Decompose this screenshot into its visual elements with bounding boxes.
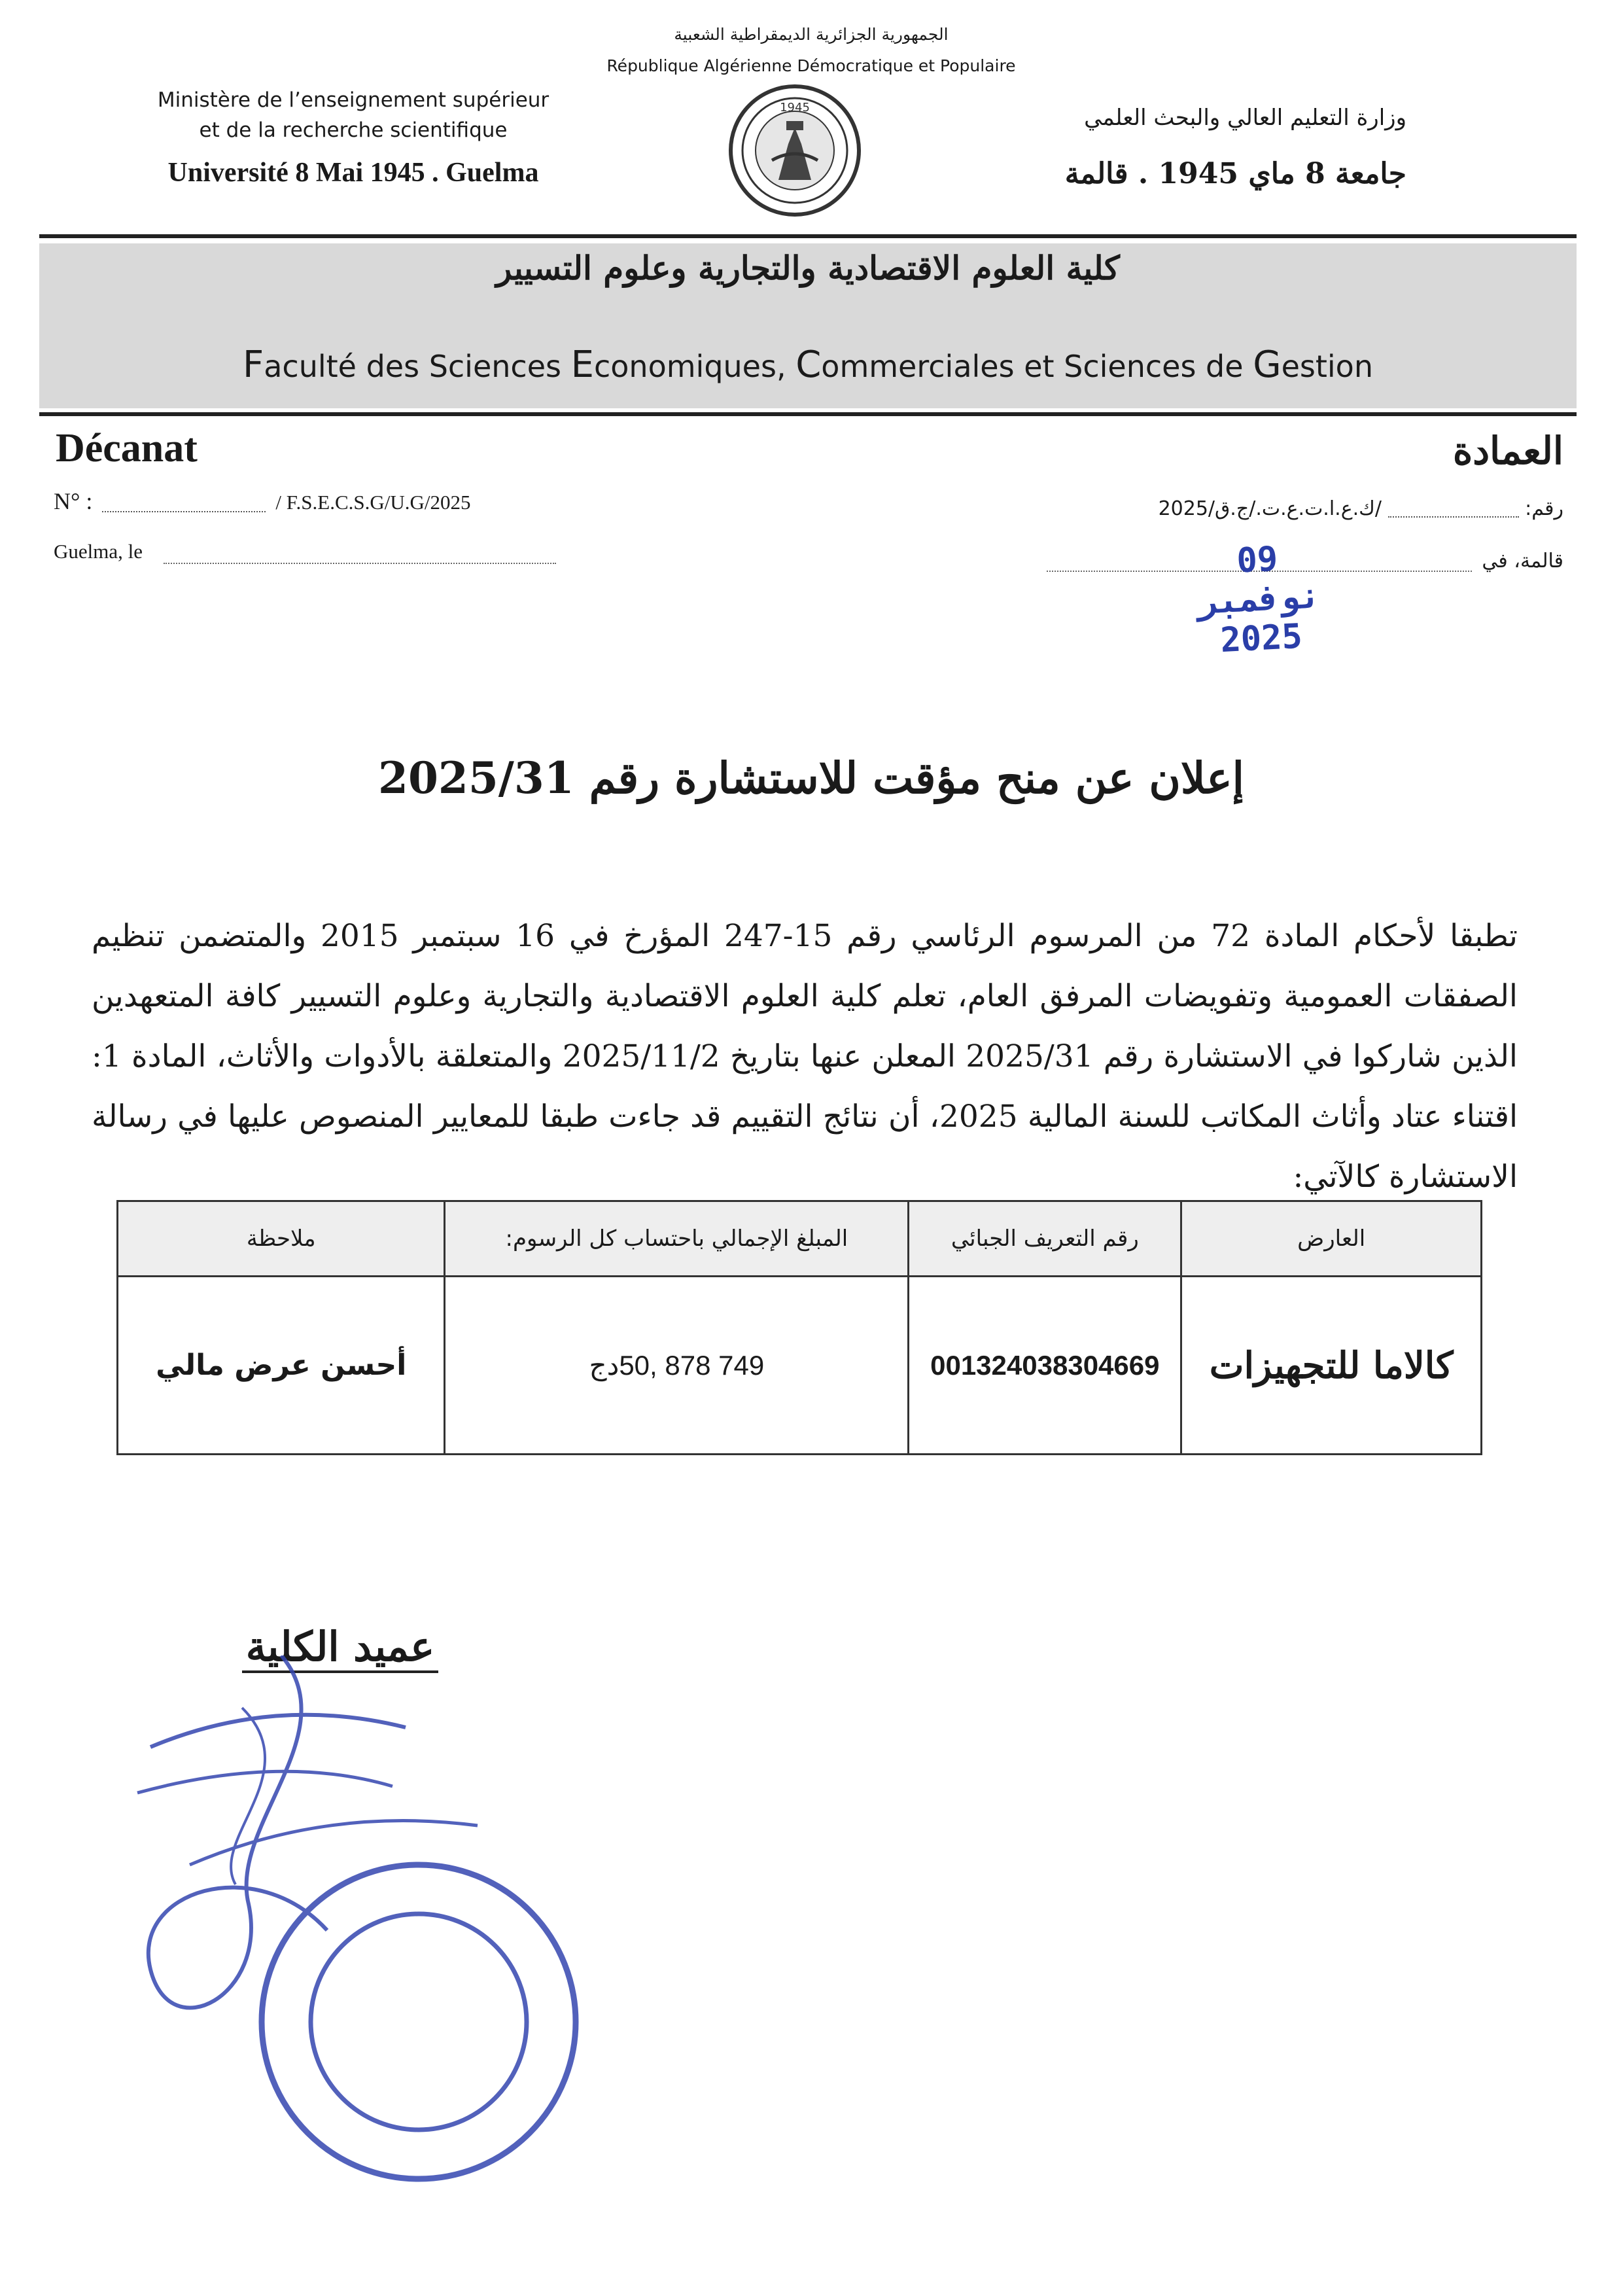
table-header-row bbox=[118, 1201, 1482, 1277]
office-label-ar: العمادة bbox=[1452, 429, 1563, 473]
ministry-fr bbox=[105, 85, 602, 145]
office-label-fr: Décanat bbox=[56, 426, 198, 470]
cell-remark: أحسن عرض مالي bbox=[118, 1277, 445, 1455]
reference-fr bbox=[54, 487, 471, 515]
faculty-name-fr: Faculté des Sciences Economiques, Commerciales et Sciences de Gestion bbox=[243, 344, 1373, 386]
header-nif: رقم التعريف الجبائي bbox=[909, 1201, 1181, 1277]
reference-ar bbox=[1047, 497, 1563, 520]
date-stamp: 09 نوفمبر 2025 bbox=[1196, 539, 1322, 661]
header-remark: ملاحظة bbox=[118, 1201, 445, 1277]
republic-fr: République Algérienne Démocratique et Populaire bbox=[606, 56, 1016, 75]
place-date-fr-blank bbox=[164, 563, 556, 564]
table-row bbox=[118, 1277, 1482, 1455]
band-top-rule bbox=[39, 234, 1577, 238]
cell-bidder: كالاما للتجهيزات bbox=[1181, 1277, 1482, 1455]
republic-ar: الجمهورية الجزائرية الديمقراطية الشعبية bbox=[674, 25, 949, 44]
place-date-fr: Guelma, le bbox=[54, 540, 143, 563]
university-fr: Université 8 Mai 1945 . Guelma bbox=[167, 158, 539, 188]
band-bottom-rule bbox=[39, 412, 1577, 416]
cell-nif: 001324038304669 bbox=[909, 1277, 1181, 1455]
dean-title: عميد الكلية bbox=[242, 1623, 438, 1673]
announcement-body: تطبقا لأحكام المادة 72 من المرسوم الرئاسي رقم 15-247 المؤرخ في 16 سبتمبر 2015 والمتضمن تنظيم الصفقات العمومية وتفويضات المرفق العام، تعلم كلية العلوم الاقتصادية والتجارية وعلوم التسيير كافة المتعهدين الذين شاركوا في الاستشارة رقم 2025/31 المعلن عنها بتاريخ 2025/11/2 والمتعلقة بالأدوات والأثاث، المادة 1: اقتناء عتاد وأثاث المكاتب للسنة المالية 2025، أن نتائج التقييم قد جاءت طبقا للمعايير المنصوص عليها في رسالة الاستشارة كالآتي: bbox=[92, 918, 1518, 1195]
results-table bbox=[116, 1200, 1482, 1455]
reference-ar-value: /ك.ع.ا.ت.ع.ت./ج.ق/2025 bbox=[1158, 497, 1382, 520]
reference-ar-label: رقم: bbox=[1525, 497, 1563, 520]
official-stamp-and-signature bbox=[111, 1655, 582, 2192]
ministry-ar: وزارة التعليم العالي والبحث العلمي bbox=[1084, 105, 1406, 131]
header-amount: المبلغ الإجمالي باحتساب كل الرسوم: bbox=[445, 1201, 909, 1277]
announcement-title: إعلان عن منح مؤقت للاستشارة رقم 2025/31 bbox=[378, 752, 1244, 804]
header-bidder: العارض bbox=[1181, 1201, 1482, 1277]
reference-fr-label: N° : bbox=[54, 488, 93, 514]
place-date-ar: قالمة، في bbox=[1482, 550, 1563, 573]
university-ar: جامعة 8 ماي 1945 . قالمة bbox=[1064, 157, 1406, 190]
faculty-name-ar: كلية العلوم الاقتصادية والتجارية وعلوم التسيير bbox=[496, 249, 1120, 287]
reference-fr-blank bbox=[102, 495, 266, 512]
cell-amount: 749 878 ,50دج bbox=[445, 1277, 909, 1455]
logo-year: 1945 bbox=[780, 101, 810, 115]
ministry-fr-line1: Ministère de l’enseignement supérieur bbox=[157, 88, 550, 112]
reference-ar-blank bbox=[1388, 502, 1519, 518]
reference-fr-value: / F.S.E.C.S.G/U.G/2025 bbox=[275, 491, 471, 514]
ministry-fr-line2: et de la recherche scientifique bbox=[199, 118, 508, 142]
university-emblem-icon bbox=[726, 82, 864, 219]
